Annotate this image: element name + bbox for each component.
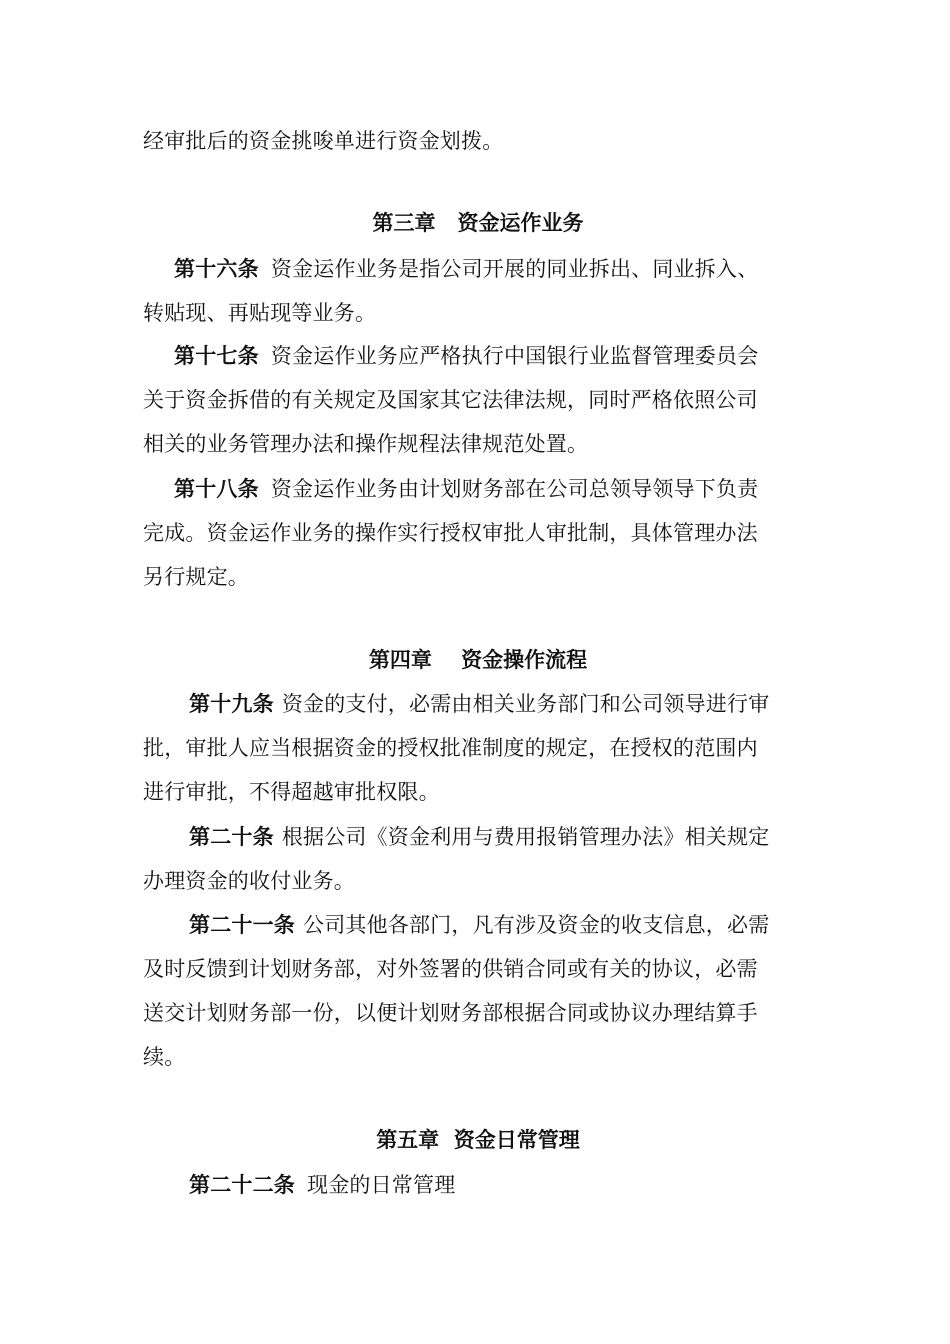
article-label: 第十九条 (189, 692, 274, 716)
article-18-line-3: 另行规定。 (143, 565, 249, 589)
article-text: 资金运作业务是指公司开展的同业拆出、同业拆入、 (270, 257, 759, 281)
article-22-line-1 (189, 1171, 455, 1199)
article-17-line-1 (174, 342, 758, 370)
article-19-line-1 (189, 690, 769, 718)
article-16-line-2: 转贴现、再贴现等业务。 (143, 301, 377, 325)
article-20-line-2: 办理资金的收付业务。 (143, 869, 355, 893)
article-17-line-3: 相关的业务管理办法和操作规程法律规范处置。 (143, 432, 589, 456)
article-text: 资金运作业务应严格执行中国银行业监督管理委员会 (270, 344, 759, 368)
body-text-line: 经审批后的资金挑唆单进行资金划拨。 (143, 129, 504, 153)
article-21-line-3: 送交计划财务部一份，以便计划财务部根据合同或协议办理结算手 (143, 1001, 758, 1025)
article-text: 根据公司《资金利用与费用报销管理办法》相关规定 (281, 825, 770, 849)
article-21-line-1 (189, 911, 769, 939)
document-page (143, 0, 813, 1344)
article-text: 资金运作业务由计划财务部在公司总领导领导下负责 (270, 477, 759, 501)
article-18-line-1 (174, 475, 758, 503)
article-label: 第十七条 (174, 344, 259, 368)
article-text: 资金的支付，必需由相关业务部门和公司领导进行审 (281, 692, 770, 716)
article-text: 公司其他各部门，凡有涉及资金的收支信息，必需 (303, 913, 770, 937)
article-18-line-2: 完成。资金运作业务的操作实行授权审批人审批制，具体管理办法 (143, 521, 758, 545)
article-label: 第十八条 (174, 477, 259, 501)
article-17-line-2: 关于资金拆借的有关规定及国家其它法律法规，同时严格依照公司 (143, 388, 758, 412)
article-label: 第十六条 (174, 257, 259, 281)
article-20-line-1 (189, 823, 769, 851)
article-21-line-2: 及时反馈到计划财务部，对外签署的供销合同或有关的协议，必需 (143, 957, 758, 981)
article-label: 第二十条 (189, 825, 274, 849)
article-19-line-3: 进行审批，不得超越审批权限。 (143, 780, 440, 804)
article-19-line-2: 批，审批人应当根据资金的授权批准制度的规定，在授权的范围内 (143, 736, 758, 760)
article-label: 第二十一条 (189, 913, 295, 937)
article-text: 现金的日常管理 (307, 1173, 456, 1197)
chapter-heading-4: 第四章 资金操作流程 (368, 648, 588, 672)
chapter-heading-3: 第三章 资金运作业务 (372, 211, 584, 235)
chapter-heading-5: 第五章 资金日常管理 (376, 1128, 580, 1152)
article-21-line-4: 续。 (143, 1045, 186, 1069)
article-label: 第二十二条 (189, 1173, 295, 1197)
article-16-line-1 (174, 255, 758, 283)
